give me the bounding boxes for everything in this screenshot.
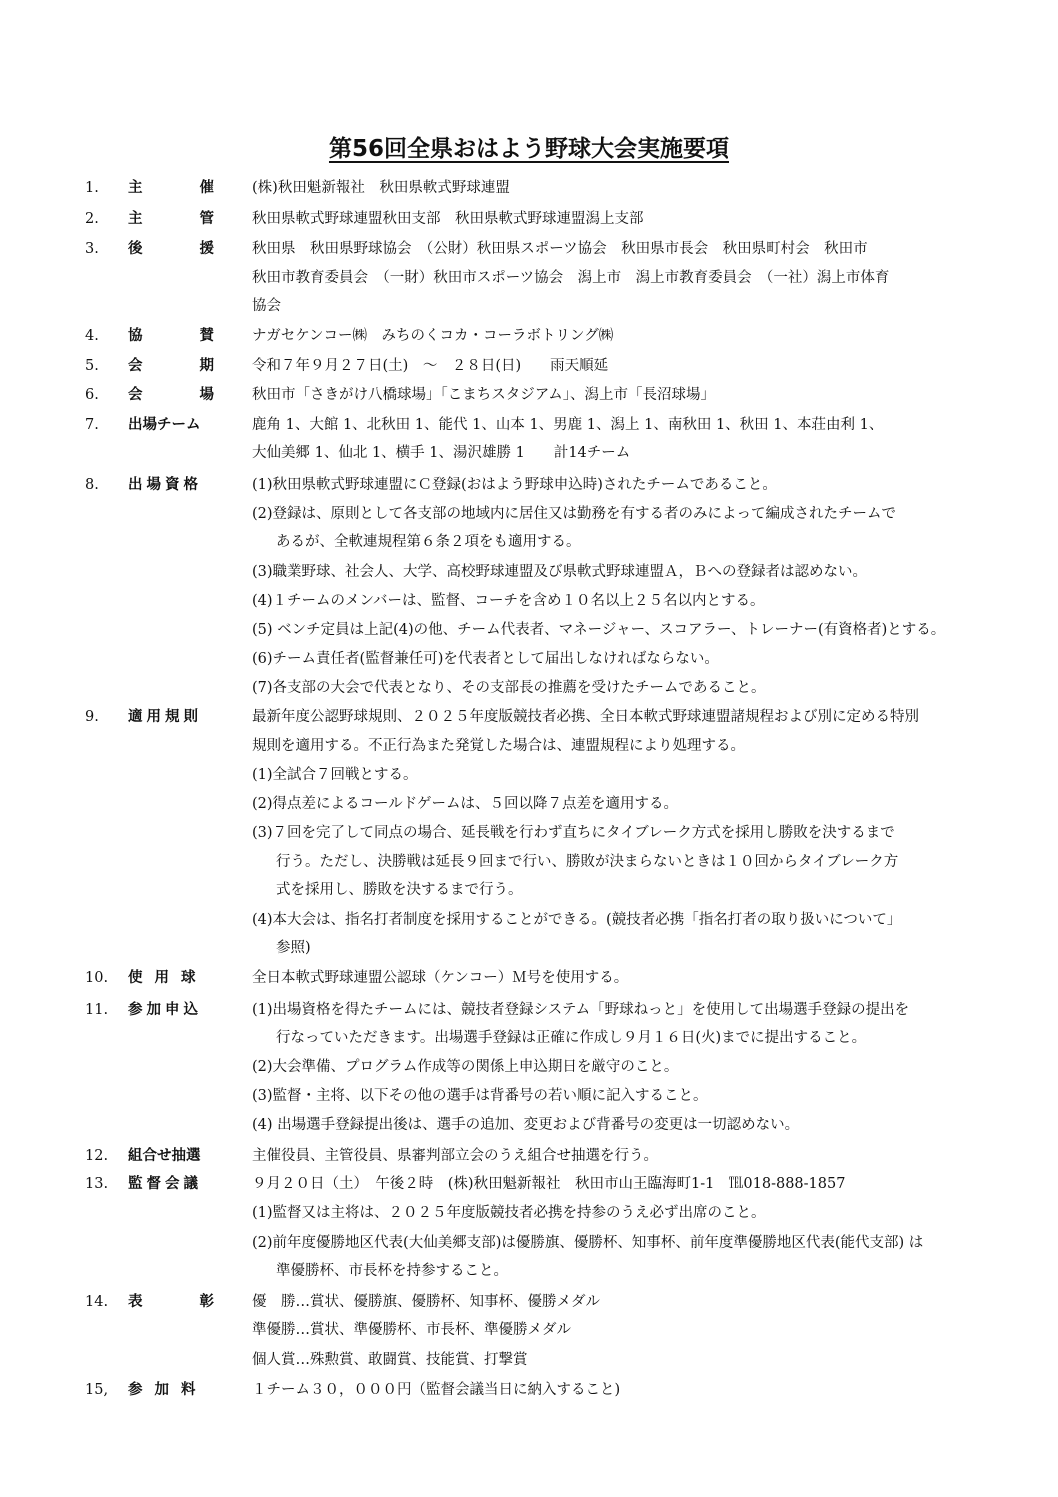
section-label: 主 管 [128,211,214,227]
section-text: 式を採用し、勝敗を決するまで行う。 [276,882,523,898]
section-number: 14. [85,1294,109,1310]
section-text: (4) 出場選手登録提出後は、選手の追加、変更および背番号の変更は一切認めない。 [252,1117,800,1133]
section-text: (2)大会準備、プログラム作成等の関係上申込期日を厳守のこと。 [252,1059,679,1075]
section-text: 主催役員、主管役員、県審判部立会のうえ組合せ抽選を行う。 [252,1148,658,1164]
section-text: 参照) [276,940,311,956]
section-text: 秋田県軟式野球連盟秋田支部 秋田県軟式野球連盟潟上支部 [252,211,644,227]
section-text: 最新年度公認野球規則、２０２５年度版競技者必携、全日本軟式野球連盟諸規程および別に定める特別 [252,709,919,725]
section-number: 5. [85,358,99,374]
section-text: 個人賞…殊勲賞、敢闘賞、技能賞、打撃賞 [252,1352,528,1368]
section-text: 秋田市「さきがけ八橋球場」「こまちスタジアム」、潟上市「長沼球場」 [252,387,715,403]
section-label: 出場チーム [128,417,201,433]
section-text: (株)秋田魁新報社 秋田県軟式野球連盟 [252,180,510,196]
section-label: 出場資格 [128,477,202,493]
section-text: 行なっていただきます。出場選手登録は正確に作成し９月１６日(火)までに提出すること。 [276,1030,867,1046]
section-text: (3)７回を完了して同点の場合、延長戦を行わず直ちにタイブレーク方式を採用し勝敗を決するまで [252,825,895,841]
section-text: (3)監督・主将、以下その他の選手は背番号の若い順に記入すること。 [252,1088,708,1104]
section-text: (2)登録は、原則として各支部の地域内に居住又は勤務を有する者のみによって編成されたチームで [252,506,897,522]
section-text: あるが、全軟連規程第６条２項をも適用する。 [276,534,581,550]
section-number: 10. [85,970,109,986]
section-text: 鹿角 1、大館 1、北秋田 1、能代 1、山本 1、男鹿 1、潟上 1、南秋田 1、秋田 1、本荘由利 1、 [252,417,884,433]
section-text: (7)各支部の大会で代表となり、その支部長の推薦を受けたチームであること。 [252,680,766,696]
section-text: 準優勝…賞状、準優勝杯、市長杯、準優勝メダル [252,1322,571,1338]
section-number: 15, [85,1382,109,1398]
section-text: (4)１チームのメンバーは、監督、コーチを含め１０名以上２５名以内とする。 [252,593,765,609]
section-text: 秋田市教育委員会 （一財）秋田市スポーツ協会 潟上市 潟上市教育委員会 （一社）潟上市体育 [252,270,890,286]
section-number: 9. [85,709,99,725]
section-text: 行う。ただし、決勝戦は延長９回まで行い、勝敗が決まらないときは１０回からタイブレーク方 [276,854,899,870]
section-number: 12. [85,1148,109,1164]
section-text: ９月２０日（土） 午後２時 (株)秋田魁新報社 秋田市山王臨海町1-1 ℡018-888-1857 [252,1176,846,1192]
document-title: 第56回全県おはよう野球大会実施要項 [328,136,729,162]
section-number: 2. [85,211,99,227]
section-label: 適用規則 [128,709,202,725]
section-text: (2)前年度優勝地区代表(大仙美郷支部)は優勝旗、優勝杯、知事杯、前年度準優勝地区代表(能代支部) は [252,1235,924,1251]
section-text: 優 勝…賞状、優勝旗、優勝杯、知事杯、優勝メダル [252,1294,600,1310]
section-label: 使用球 [128,970,208,986]
section-number: 3. [85,241,99,257]
section-text: (1)出場資格を得たチームには、競技者登録システム「野球ねっと」を使用して出場選手登録の提出を [252,1002,910,1018]
section-text: 全日本軟式野球連盟公認球（ケンコー）Ｍ号を使用する。 [252,970,629,986]
section-text: (1)秋田県軟式野球連盟にＣ登録(おはよう野球申込時)されたチームであること。 [252,477,777,493]
section-label: 参加料 [128,1382,208,1398]
section-label: 監督会議 [128,1176,202,1192]
section-text: (1)全試合７回戦とする。 [252,767,418,783]
section-number: 8. [85,477,99,493]
section-text: 規則を適用する。不正行為また発覚した場合は、連盟規程により処理する。 [252,738,745,754]
section-text: (3)職業野球、社会人、大学、高校野球連盟及び県軟式野球連盟Ａ，Ｂへの登録者は認めない。 [252,564,868,580]
section-label: 主 催 [128,180,214,196]
section-text: 令和７年９月２７日(土) ～ ２８日(日) 雨天順延 [252,358,609,374]
section-label: 組合せ抽選 [128,1148,201,1164]
section-number: 4. [85,328,99,344]
section-label: 参加申込 [128,1002,202,1018]
section-label: 後 援 [128,241,214,257]
section-number: 1. [85,180,99,196]
section-number: 7. [85,417,99,433]
section-number: 6. [85,387,99,403]
section-text: (1)監督又は主将は、２０２５年度版競技者必携を持参のうえ必ず出席のこと。 [252,1205,766,1221]
section-text: (6)チーム責任者(監督兼任可)を代表者として届出しなければならない。 [252,651,719,667]
section-text: (4)本大会は、指名打者制度を採用することができる。(競技者必携「指名打者の取り扱いについて」 [252,912,902,928]
section-text: １チーム３０，０００円（監督会議当日に納入すること) [252,1382,621,1398]
section-text: 大仙美郷 1、仙北 1、横手 1、湯沢雄勝 1 計14チーム [252,445,631,461]
section-text: ナガセケンコー㈱ みちのくコカ・コーラボトリング㈱ [252,328,614,344]
section-text: (5) ベンチ定員は上記(4)の他、チーム代表者、マネージャー、スコアラー、トレーナー(有資格者)とする。 [252,622,946,638]
section-text: 準優勝杯、市長杯を持参すること。 [276,1263,508,1279]
section-label: 会 場 [128,387,214,403]
section-number: 11. [85,1002,109,1018]
section-text: (2)得点差によるコールドゲームは、５回以降７点差を適用する。 [252,796,678,812]
section-text: 秋田県 秋田県野球協会 （公財）秋田県スポーツ協会 秋田県市長会 秋田県町村会 秋田市 [252,241,868,257]
section-label: 表 彰 [128,1294,214,1310]
section-label: 協 賛 [128,328,214,344]
section-text: 協会 [252,298,281,314]
section-label: 会 期 [128,358,214,374]
section-number: 13. [85,1176,109,1192]
